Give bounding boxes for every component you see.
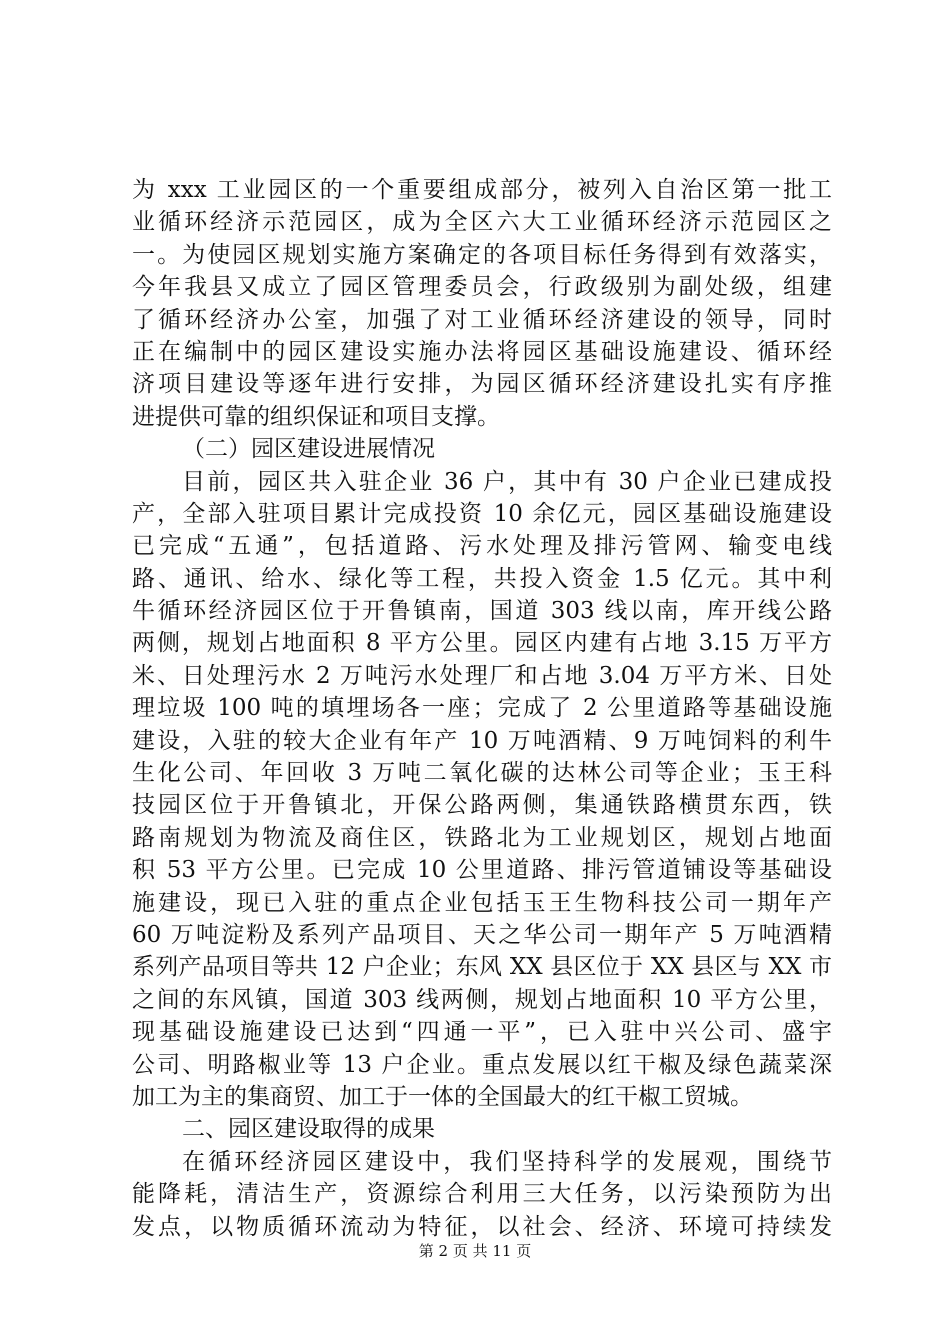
text-line: 加工为主的集商贸、加工于一体的全国最大的红干椒工贸城。 xyxy=(132,1083,753,1110)
text-line: 济项目建设等逐年进行安排，为园区循环经济建设扎实有序推 xyxy=(132,371,832,398)
text-line: 生化公司、年回收 3 万吨二氧化碳的达林公司等企业；玉王科 xyxy=(132,760,832,787)
text-line: 路、通讯、给水、绿化等工程，共投入资金 1.5 亿元。其中利 xyxy=(132,565,832,592)
text-line: 进提供可靠的组织保证和项目支撑。 xyxy=(132,403,500,430)
text-line: 能降耗，清洁生产，资源综合利用三大任务，以污染预防为出 xyxy=(132,1181,832,1208)
text-line: 之间的东风镇，国道 303 线两侧，规划占地面积 10 平方公里， xyxy=(132,986,832,1013)
text-line: 牛循环经济园区位于开鲁镇南，国道 303 线以南，库开线公路 xyxy=(132,598,832,625)
text-line: 系列产品项目等共 12 户企业；东风 XX 县区位于 XX 县区与 XX 市 xyxy=(132,954,832,981)
text-line: 技园区位于开鲁镇北，开保公路两侧，集通铁路横贯东西，铁 xyxy=(132,792,832,819)
text-line: 建设，入驻的较大企业有年产 10 万吨酒精、9 万吨饲料的利牛 xyxy=(132,727,832,754)
text-line: 正在编制中的园区建设实施办法将园区基础设施建设、循环经 xyxy=(132,338,832,365)
text-line: 一。为使园区规划实施方案确定的各项目标任务得到有效落实， xyxy=(132,241,832,268)
text-line: 业循环经济示范园区，成为全区六大工业循环经济示范园区之 xyxy=(132,209,832,236)
text-line: 在循环经济园区建设中，我们坚持科学的发展观，围绕节 xyxy=(182,1148,832,1175)
page-number-footer: 第 2 页 共 11 页 xyxy=(418,1242,532,1260)
text-line: 路南规划为物流及商住区，铁路北为工业规划区，规划占地面 xyxy=(132,824,832,851)
text-line: 了循环经济办公室，加强了对工业循环经济建设的领导，同时 xyxy=(132,306,832,333)
document-body xyxy=(132,174,832,1243)
text-line: 60 万吨淀粉及系列产品项目、天之华公司一期年产 5 万吨酒精 xyxy=(132,921,832,948)
text-line: 产，全部入驻项目累计完成投资 10 余亿元，园区基础设施建设 xyxy=(132,500,832,527)
section-heading: 二、园区建设取得的成果 xyxy=(182,1116,435,1143)
text-line: 公司、明路椒业等 13 户企业。重点发展以红干椒及绿色蔬菜深 xyxy=(132,1051,832,1078)
text-line: 发点，以物质循环流动为特征，以社会、经济、环境可持续发 xyxy=(132,1213,832,1240)
text-line: 施建设，现已入驻的重点企业包括玉王生物科技公司一期年产 xyxy=(132,889,832,916)
text-line: 积 53 平方公里。已完成 10 公里道路、排污管道铺设等基础设 xyxy=(132,857,832,884)
text-line: 目前，园区共入驻企业 36 户，其中有 30 户企业已建成投 xyxy=(182,468,832,495)
text-line: 现基础设施建设已达到“四通一平”，已入驻中兴公司、盛宇 xyxy=(132,1019,832,1046)
text-line: 理垃圾 100 吨的填埋场各一座；完成了 2 公里道路等基础设施 xyxy=(132,695,832,722)
text-line: 为 xxx 工业园区的一个重要组成部分，被列入自治区第一批工 xyxy=(132,177,832,203)
section-heading: （二）园区建设进展情况 xyxy=(182,436,435,463)
text-line: 已完成“五通”，包括道路、污水处理及排污管网、输变电线 xyxy=(132,533,832,560)
text-line: 今年我县又成立了园区管理委员会，行政级别为副处级，组建 xyxy=(132,274,832,301)
text-line: 米、日处理污水 2 万吨污水处理厂和占地 3.04 万平方米、日处 xyxy=(132,662,832,689)
text-line: 两侧，规划占地面积 8 平方公里。园区内建有占地 3.15 万平方 xyxy=(132,630,832,657)
